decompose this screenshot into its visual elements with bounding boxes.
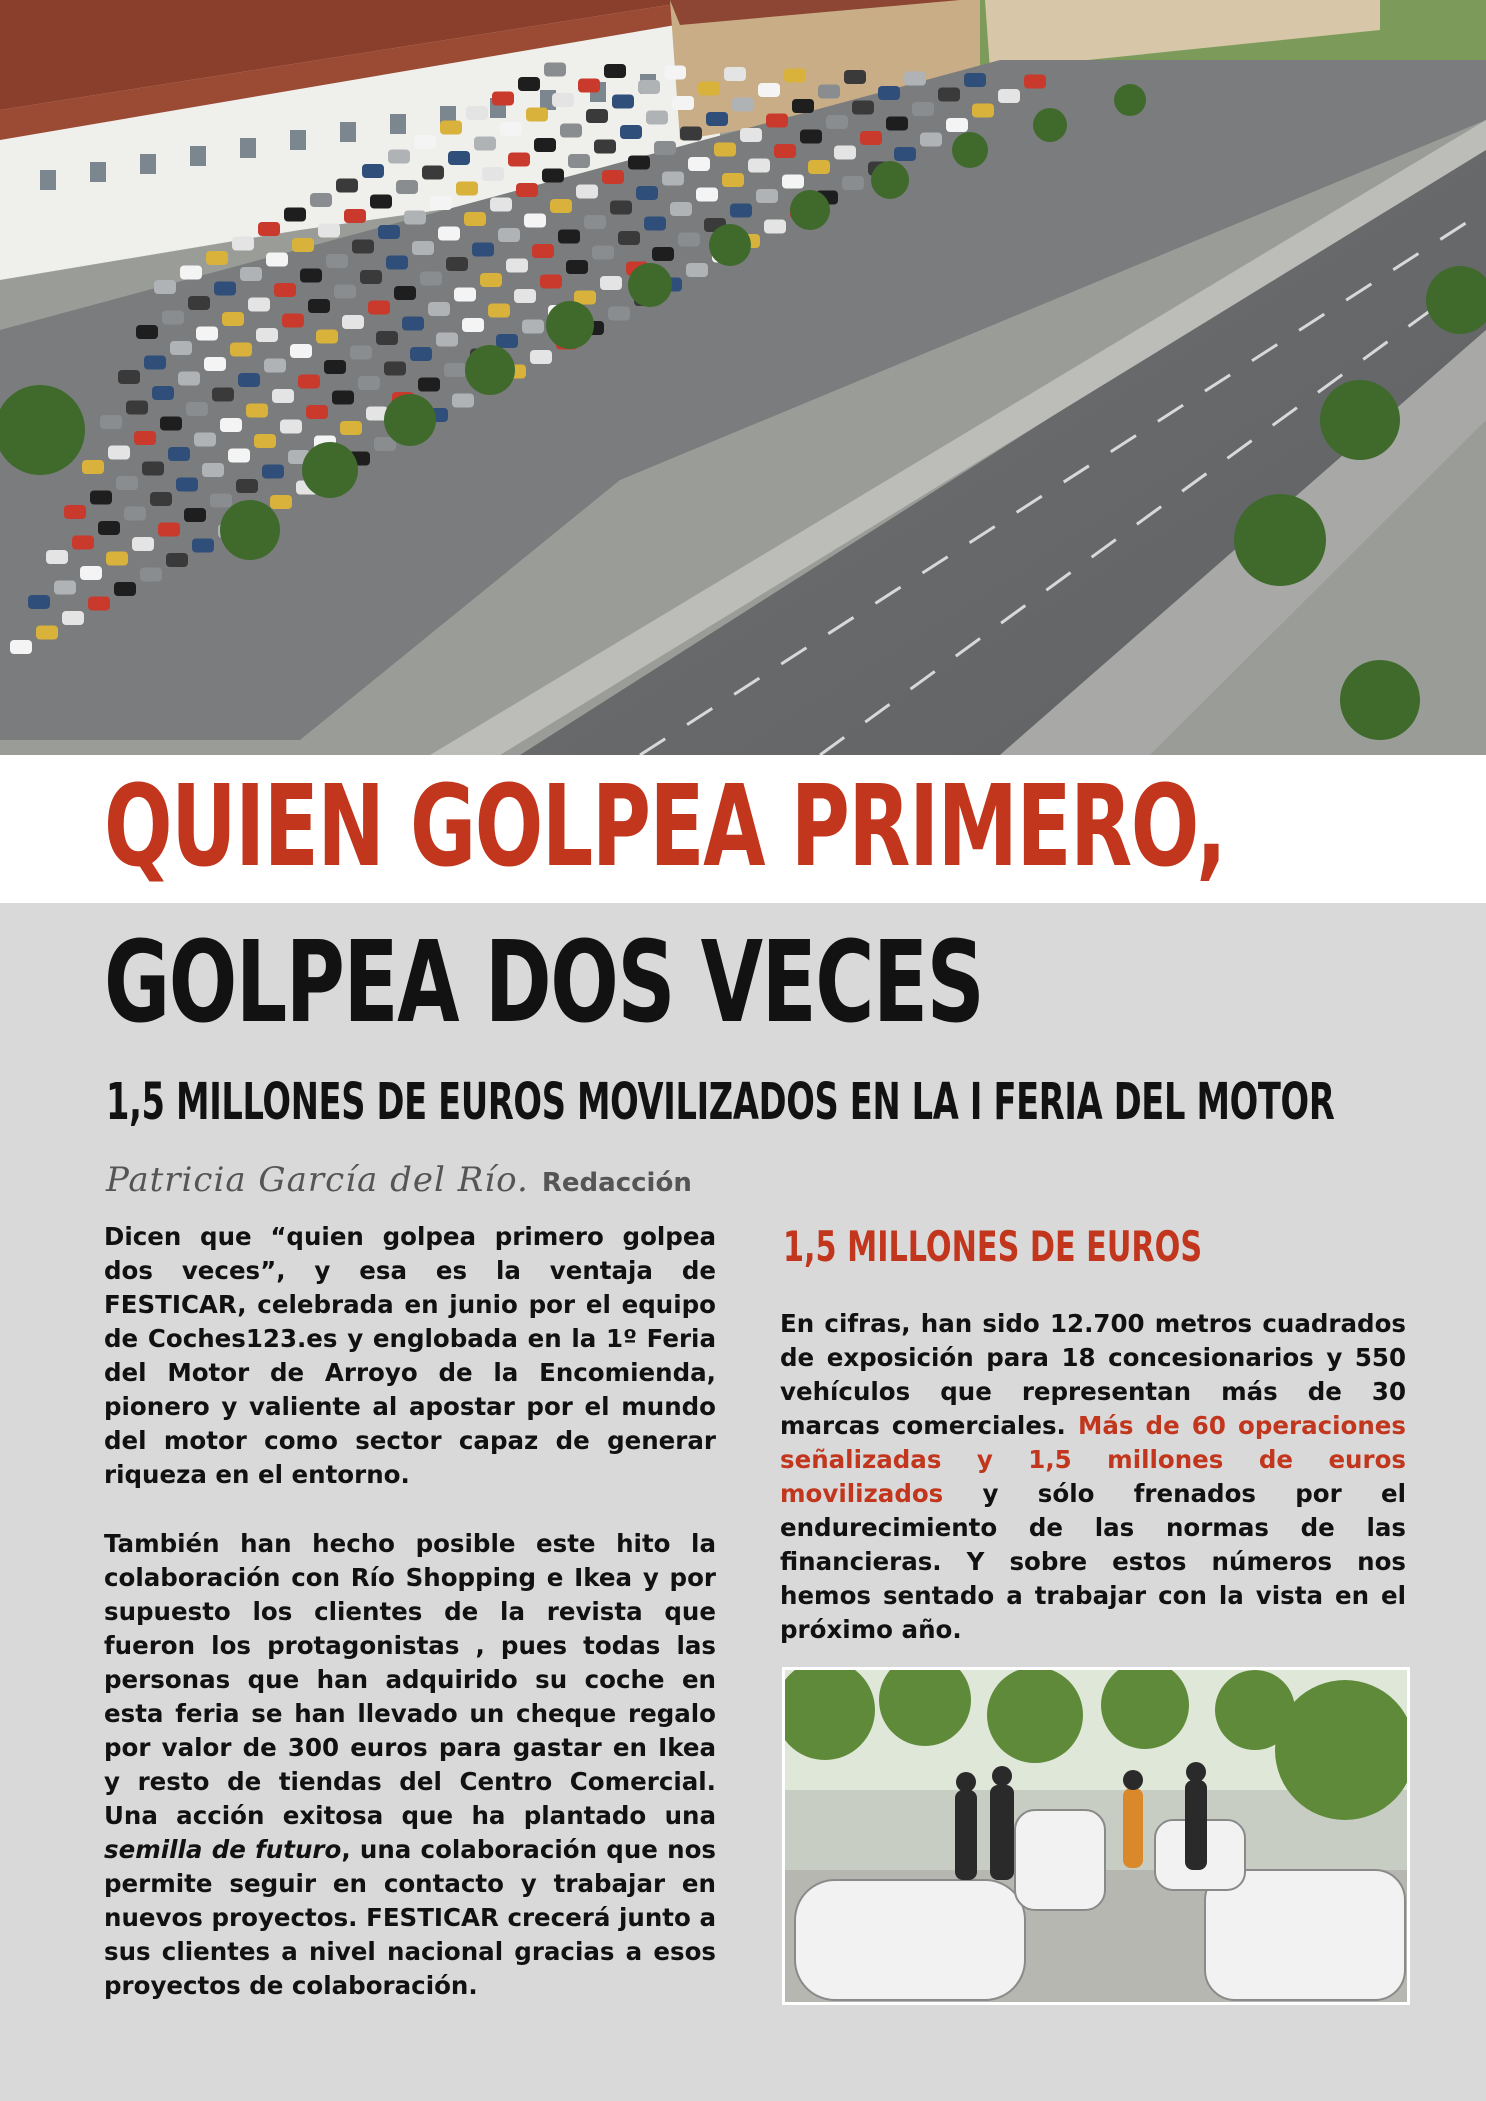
parked-car <box>758 83 780 97</box>
parked-car <box>186 402 208 416</box>
parked-car <box>792 99 814 113</box>
parked-car <box>344 209 366 223</box>
parked-car <box>594 140 616 154</box>
parked-car <box>194 433 216 447</box>
parked-car <box>316 330 338 344</box>
fair-photo <box>782 1667 1410 2005</box>
parked-car <box>540 275 562 289</box>
byline-author: Patricia García del Río. <box>106 1160 529 1200</box>
parked-car <box>418 378 440 392</box>
parked-car <box>274 283 296 297</box>
parked-car <box>82 460 104 474</box>
parked-car <box>154 280 176 294</box>
hero-photo <box>0 0 1486 755</box>
parked-car <box>826 115 848 129</box>
parked-car <box>192 539 214 553</box>
parked-car <box>604 64 626 78</box>
parked-car <box>584 215 606 229</box>
parked-car <box>844 70 866 84</box>
parked-car <box>46 550 68 564</box>
parked-car <box>448 151 470 165</box>
parked-car <box>474 137 496 151</box>
parked-car <box>28 595 50 609</box>
parked-car <box>64 505 86 519</box>
parked-car <box>232 237 254 251</box>
parked-car <box>506 259 528 273</box>
parked-car <box>610 201 632 215</box>
parked-car <box>116 476 138 490</box>
parked-car <box>176 478 198 492</box>
parked-car <box>482 167 504 181</box>
parked-car <box>188 296 210 310</box>
left-paragraph-2-end: , una colaboración que nos permite seguir en contacto y trabajar en nuevos proyectos. FESTICAR crecerá junto a sus clientes a nivel nacional gracias a esos proyectos de colaboración. <box>104 1835 716 2000</box>
parked-car <box>308 299 330 313</box>
parked-car <box>764 220 786 234</box>
parked-car <box>466 106 488 120</box>
parked-car <box>532 244 554 258</box>
parked-car <box>310 193 332 207</box>
parked-car <box>352 240 374 254</box>
parked-car <box>396 180 418 194</box>
parked-car <box>608 307 630 321</box>
parked-car <box>664 66 686 80</box>
parked-car <box>1024 75 1046 89</box>
parked-car <box>740 128 762 142</box>
parked-car <box>388 150 410 164</box>
parked-car <box>108 446 130 460</box>
parked-car <box>774 144 796 158</box>
parked-car <box>800 130 822 144</box>
parked-car <box>206 251 228 265</box>
parked-car <box>654 141 676 155</box>
parked-car <box>618 231 640 245</box>
parked-car <box>904 72 926 86</box>
parked-car <box>592 246 614 260</box>
parked-car <box>62 611 84 625</box>
parked-car <box>326 254 348 268</box>
left-paragraph-2-text: También han hecho posible este hito la colaboración con Río Shopping e Ikea y por supuesto los clientes de la revista que fueron los protagonistas , pues todas las personas que han adquirido su coche en esta feria se han llevado un cheque regalo por valor de 300 euros para gastar en Ikea y resto de tiendas del Centro Comercial. Una acción exitosa que ha plantado una <box>104 1529 716 1830</box>
parked-car <box>158 523 180 537</box>
parked-car <box>714 143 736 157</box>
parked-car <box>530 350 552 364</box>
parked-car <box>114 582 136 596</box>
parked-car <box>264 359 286 373</box>
parked-car <box>386 256 408 270</box>
parked-car <box>284 208 306 222</box>
parked-car <box>140 568 162 582</box>
parked-car <box>628 156 650 170</box>
parked-car <box>54 581 76 595</box>
parked-car <box>318 224 340 238</box>
parked-car <box>324 360 346 374</box>
parked-car <box>920 133 942 147</box>
parked-car <box>568 154 590 168</box>
parked-car <box>350 346 372 360</box>
headline-subtitle: 1,5 MILLONES DE EUROS MOVILIZADOS EN LA I FERIA DEL MOTOR <box>106 1073 1335 1132</box>
parked-car <box>454 288 476 302</box>
parked-car <box>766 114 788 128</box>
parked-car <box>280 420 302 434</box>
parked-car <box>578 79 600 93</box>
parked-car <box>180 266 202 280</box>
parked-car <box>550 199 572 213</box>
parked-car <box>36 626 58 640</box>
parked-car <box>558 230 580 244</box>
parked-car <box>972 104 994 118</box>
byline <box>106 1160 692 1200</box>
parked-car <box>526 108 548 122</box>
parked-car <box>256 328 278 342</box>
parked-car <box>636 186 658 200</box>
parked-car <box>292 238 314 252</box>
parked-car <box>456 182 478 196</box>
parked-car <box>370 195 392 209</box>
parked-car <box>220 418 242 432</box>
parked-car <box>332 391 354 405</box>
parked-car <box>272 389 294 403</box>
parked-car <box>686 263 708 277</box>
parked-car <box>10 640 32 654</box>
right-column-heading: 1,5 MILLONES DE EUROS <box>783 1222 1203 1271</box>
parked-car <box>196 327 218 341</box>
parked-car <box>134 431 156 445</box>
parked-car <box>362 164 384 178</box>
hero-photo-illustration <box>0 0 1486 755</box>
parked-car <box>756 189 778 203</box>
parked-car <box>462 318 484 332</box>
parked-car <box>688 157 710 171</box>
parked-car <box>254 434 276 448</box>
right-paragraph-1 <box>780 1307 1406 1647</box>
parked-car <box>544 63 566 77</box>
parked-car <box>258 222 280 236</box>
parked-car <box>722 173 744 187</box>
parked-car <box>480 273 502 287</box>
parked-car <box>724 67 746 81</box>
parked-car <box>412 241 434 255</box>
parked-car <box>964 73 986 87</box>
parked-car <box>620 125 642 139</box>
parked-car <box>542 169 564 183</box>
parked-car <box>222 312 244 326</box>
article-left-column <box>104 1220 716 2038</box>
parked-car <box>132 537 154 551</box>
parked-car <box>262 465 284 479</box>
parked-car <box>162 311 184 325</box>
parked-car <box>552 93 574 107</box>
parked-car <box>420 272 442 286</box>
parked-car <box>214 282 236 296</box>
parked-car <box>88 597 110 611</box>
parked-car <box>300 269 322 283</box>
parked-car <box>228 449 250 463</box>
parked-car <box>566 260 588 274</box>
parked-car <box>236 479 258 493</box>
parked-car <box>818 85 840 99</box>
parked-car <box>334 285 356 299</box>
parked-car <box>160 417 182 431</box>
parked-car <box>150 492 172 506</box>
article-right-column <box>780 1307 1406 1682</box>
parked-car <box>912 102 934 116</box>
left-paragraph-1: Dicen que “quien golpea primero golpea dos veces”, y esa es la ventaja de FESTICAR, celebrada en junio por el equipo de Coches123.es y englobada en la 1º Feria del Motor de Arroyo de la Encomienda, pionero y valiente al apostar por el mundo del motor como sector capaz de generar riqueza en el entorno. <box>104 1222 716 1489</box>
parked-car <box>90 491 112 505</box>
parked-car <box>524 214 546 228</box>
parked-car <box>378 225 400 239</box>
parked-car <box>576 185 598 199</box>
parked-car <box>652 247 674 261</box>
parked-car <box>696 188 718 202</box>
parked-car <box>492 92 514 106</box>
parked-car <box>518 77 540 91</box>
parked-car <box>136 325 158 339</box>
parked-car <box>782 175 804 189</box>
parked-car <box>270 495 292 509</box>
parked-car <box>678 233 700 247</box>
parked-car <box>938 88 960 102</box>
parked-car <box>500 122 522 136</box>
parked-car <box>166 553 188 567</box>
parked-car <box>516 183 538 197</box>
parked-car <box>490 198 512 212</box>
byline-section: Redacción <box>541 1168 692 1198</box>
parked-car <box>680 127 702 141</box>
parked-car <box>210 494 232 508</box>
parked-car <box>522 320 544 334</box>
parked-car <box>290 344 312 358</box>
parked-car <box>602 170 624 184</box>
parked-car <box>152 386 174 400</box>
parked-car <box>358 376 380 390</box>
parked-car <box>266 253 288 267</box>
parked-car <box>698 82 720 96</box>
parked-car <box>342 315 364 329</box>
parked-car <box>404 211 426 225</box>
parked-car <box>428 302 450 316</box>
parked-car <box>336 179 358 193</box>
parked-car <box>360 270 382 284</box>
parked-car <box>124 507 146 521</box>
parked-car <box>586 109 608 123</box>
parked-car <box>212 388 234 402</box>
right-paragraph-1-highlight: Más de 60 operaciones señalizadas y 1,5 millones de euros movilizados <box>780 1411 1406 1508</box>
parked-car <box>946 118 968 132</box>
parked-car <box>384 362 406 376</box>
parked-car <box>118 370 140 384</box>
headline-line-2: GOLPEA DOS VECES <box>104 918 984 1048</box>
fair-photo-illustration <box>785 1670 1407 2002</box>
parked-car <box>282 314 304 328</box>
parked-car <box>394 286 416 300</box>
parked-car <box>878 86 900 100</box>
parked-car <box>646 111 668 125</box>
parked-car <box>402 317 424 331</box>
parked-car <box>672 96 694 110</box>
parked-car <box>488 304 510 318</box>
parked-car <box>644 217 666 231</box>
parked-car <box>508 153 530 167</box>
parked-car <box>514 289 536 303</box>
parked-car <box>998 89 1020 103</box>
parked-car <box>808 160 830 174</box>
parked-car <box>106 552 128 566</box>
parked-car <box>670 202 692 216</box>
parked-car <box>184 508 206 522</box>
parked-car <box>662 172 684 186</box>
parked-car <box>730 204 752 218</box>
parked-car <box>240 267 262 281</box>
parked-car <box>732 98 754 112</box>
parked-car <box>246 404 268 418</box>
right-paragraph-1-text: En cifras, han sido 12.700 metros cuadrados de exposición para 18 concesionarios y 550 vehículos que representan más de 30 marcas comerciales. <box>780 1309 1406 1440</box>
parked-car <box>98 521 120 535</box>
parked-car <box>204 357 226 371</box>
parked-car <box>748 159 770 173</box>
parked-car <box>452 394 474 408</box>
parked-car <box>842 176 864 190</box>
parked-car <box>80 566 102 580</box>
parked-car <box>72 536 94 550</box>
parked-car <box>638 80 660 94</box>
parked-car <box>202 463 224 477</box>
parked-car <box>248 298 270 312</box>
parked-car <box>886 117 908 131</box>
right-paragraph-1-end: y sólo frenados por el endurecimiento de las normas de las financieras. Y sobre estos números nos hemos sentado a trabajar con la vista en el próximo año. <box>780 1479 1406 1644</box>
parked-car <box>168 447 190 461</box>
parked-car <box>560 124 582 138</box>
parked-car <box>238 373 260 387</box>
parked-car <box>306 405 328 419</box>
parked-car <box>496 334 518 348</box>
parked-car <box>472 243 494 257</box>
parked-car <box>298 375 320 389</box>
parked-car <box>414 135 436 149</box>
parked-car <box>444 363 466 377</box>
parked-car <box>600 276 622 290</box>
parked-car <box>852 101 874 115</box>
parked-car <box>178 372 200 386</box>
parked-car <box>436 333 458 347</box>
parked-car <box>430 196 452 210</box>
parked-car <box>498 228 520 242</box>
parked-car <box>100 415 122 429</box>
parked-car <box>612 95 634 109</box>
parked-car <box>860 131 882 145</box>
parked-car <box>410 347 432 361</box>
parked-car <box>834 146 856 160</box>
parked-car <box>340 421 362 435</box>
parked-car <box>440 121 462 135</box>
left-paragraph-2 <box>104 1527 716 2003</box>
left-paragraph-2-italic: semilla de futuro <box>104 1835 342 1864</box>
parked-car <box>706 112 728 126</box>
parked-car <box>534 138 556 152</box>
parked-car <box>126 401 148 415</box>
parked-car <box>170 341 192 355</box>
headline-line-1: QUIEN GOLPEA PRIMERO, <box>104 762 1226 892</box>
parked-car <box>422 166 444 180</box>
parked-car <box>144 356 166 370</box>
parked-car <box>230 343 252 357</box>
parked-car <box>438 227 460 241</box>
parked-car <box>376 331 398 345</box>
parked-car <box>142 462 164 476</box>
parked-car <box>464 212 486 226</box>
parked-car <box>368 301 390 315</box>
parked-car <box>784 69 806 83</box>
parked-car <box>446 257 468 271</box>
parked-car <box>894 147 916 161</box>
